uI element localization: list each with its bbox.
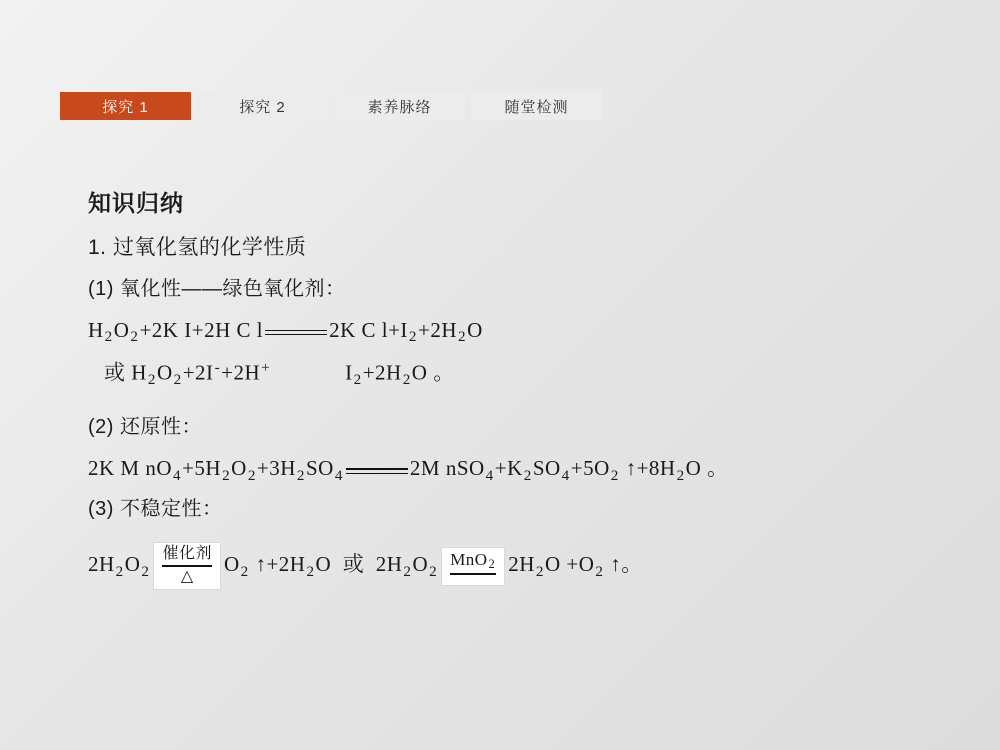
tab-bar xyxy=(60,92,602,120)
condition-mno2: MnO$_2$ xyxy=(441,547,505,586)
tab-explore-2[interactable]: 探究 2 xyxy=(197,92,328,120)
tab-explore-1[interactable]: 探究 1 xyxy=(60,92,191,120)
slide-content xyxy=(88,185,948,596)
item-1-1-label: (1) 氧化性——绿色氧化剂： xyxy=(88,277,346,300)
reaction-arrow-icon xyxy=(265,322,327,341)
equation-1: $H_2O_2+2K$ I+2H C l 2K C $l+I_2+2H_2O$ xyxy=(88,317,483,346)
condition-catalyst-heat: 催化剂 △ xyxy=(153,542,221,590)
tab-class-test[interactable]: 随堂检测 xyxy=(471,92,602,120)
reaction-arrow-icon xyxy=(346,461,408,480)
item-1-3-label: (3) 不稳定性： xyxy=(88,498,223,521)
item-1-2-label: (2) 还原性： xyxy=(88,416,202,439)
equation-1-ionic: 或 $H_2O_2+2I^-+2H^+$ $I_2+2H_2O$ 。 xyxy=(104,359,455,388)
tab-literacy-context[interactable]: 素养脉络 xyxy=(334,92,465,120)
section-heading: 知识归纳 xyxy=(88,190,184,216)
item-1-title: 1. 过氧化氢的化学性质 xyxy=(88,236,307,259)
equation-2: 2K M $nO_4+5H_2O_2+3H_2SO_4$ 2M $nSO_4+K_2SO_4+5O_2$ $↑+8H_2O$ 。 xyxy=(88,456,729,484)
equation-3: $2H_2O_2$ 催化剂 △ $O_2$ $↑+2H_2O$ 或 $2H_2O_2$ MnO$_2$ $2H_2O +O_2$ ↑。 xyxy=(88,542,948,590)
